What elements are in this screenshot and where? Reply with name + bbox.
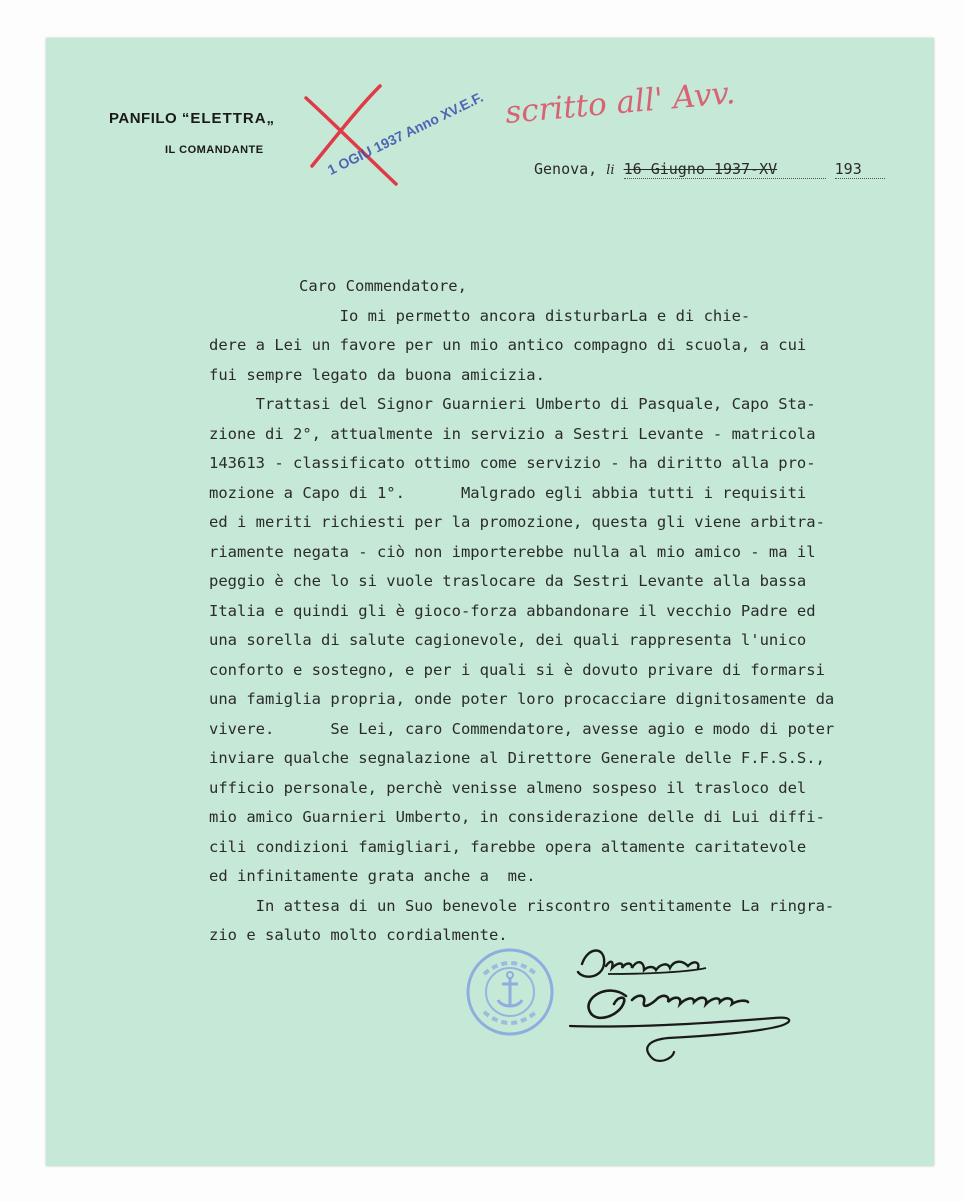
date-prefix: li — [606, 163, 615, 178]
letter-line: ed infinitamente grata anche a me. — [209, 867, 536, 885]
letter-date — [534, 160, 885, 179]
letter-line: fui sempre legato da buona amicizia. — [209, 365, 545, 384]
letter-line: zione di 2°, attualmente in servizio a Sestri Levante - matricola — [209, 424, 816, 443]
yacht-seal-stamp — [462, 944, 558, 1040]
letter-line: vivere. Se Lei, caro Commendatore, avesse agio e modo di poter — [209, 719, 835, 738]
handwritten-note: scritto all' Avv. — [503, 75, 737, 131]
received-date-stamp: 1 OGIU 1937 Anno XV.E.F. — [324, 88, 486, 178]
letter-line: peggio è che lo si vuole traslocare da Sestri Levante alla bassa — [209, 572, 807, 590]
letter-line: una famiglia propria, onde poter loro procacciare dignitosamente da — [209, 690, 835, 708]
letterhead-vessel — [109, 110, 275, 127]
letterhead-yacht-name: “ELETTRA„ — [181, 110, 276, 127]
letter-line: una sorella di salute cagionevole, dei quali rappresenta l'unico — [209, 631, 807, 649]
date-year-print: 193 — [835, 160, 885, 179]
letterhead-role: IL COMANDANTE — [165, 144, 264, 156]
letter-line: Italia e quindi gli è gioco-forza abbandonare il vecchio Padre ed — [209, 601, 816, 620]
letter-paragraphs — [209, 302, 899, 951]
letter-line: ed i meriti richiesti per la promozione, questa gli viene arbitra- — [209, 513, 825, 531]
letterhead-prefix: PANFILO — [109, 110, 178, 127]
letter-line: riamente negata - ciò non importerebbe nulla al mio amico - ma il — [209, 542, 816, 561]
letter-line: mozione a Capo di 1°. Malgrado egli abbia tutti i requisiti — [209, 483, 807, 502]
letter-line: 143613 - classificato ottimo come servizio - ha diritto alla pro- — [209, 454, 816, 472]
letter-line: mio amico Guarnieri Umberto, in considerazione delle di Lui diffi- — [209, 808, 825, 826]
letter-body — [209, 272, 899, 951]
letter-line: ufficio personale, perchè venisse almeno sospeso il trasloco del — [209, 778, 807, 797]
letter-line: Io mi permetto ancora disturbarLa e di chie- — [209, 306, 751, 325]
letter-line: conforto e sostegno, e per i quali si è dovuto privare di formarsi — [209, 660, 825, 679]
date-value: 16 Giugno 1937-XV — [624, 160, 826, 179]
letter-line: zio e saluto molto cordialmente. — [209, 926, 508, 944]
handwritten-signature — [548, 938, 808, 1068]
letter-line: Trattasi del Signor Guarnieri Umberto di Pasquale, Capo Sta- — [209, 395, 816, 413]
letter-line: dere a Lei un favore per un mio antico compagno di scuola, a cui — [209, 336, 807, 354]
salutation: Caro Commendatore, — [299, 277, 467, 295]
date-place: Genova, — [534, 160, 598, 178]
letter-line: In attesa di un Suo benevole riscontro sentitamente La ringra- — [209, 896, 835, 915]
letter-line: inviare qualche segnalazione al Direttore Generale delle F.F.S.S., — [209, 749, 825, 767]
letter-line: cili condizioni famigliari, farebbe opera altamente caritatevole — [209, 837, 807, 856]
